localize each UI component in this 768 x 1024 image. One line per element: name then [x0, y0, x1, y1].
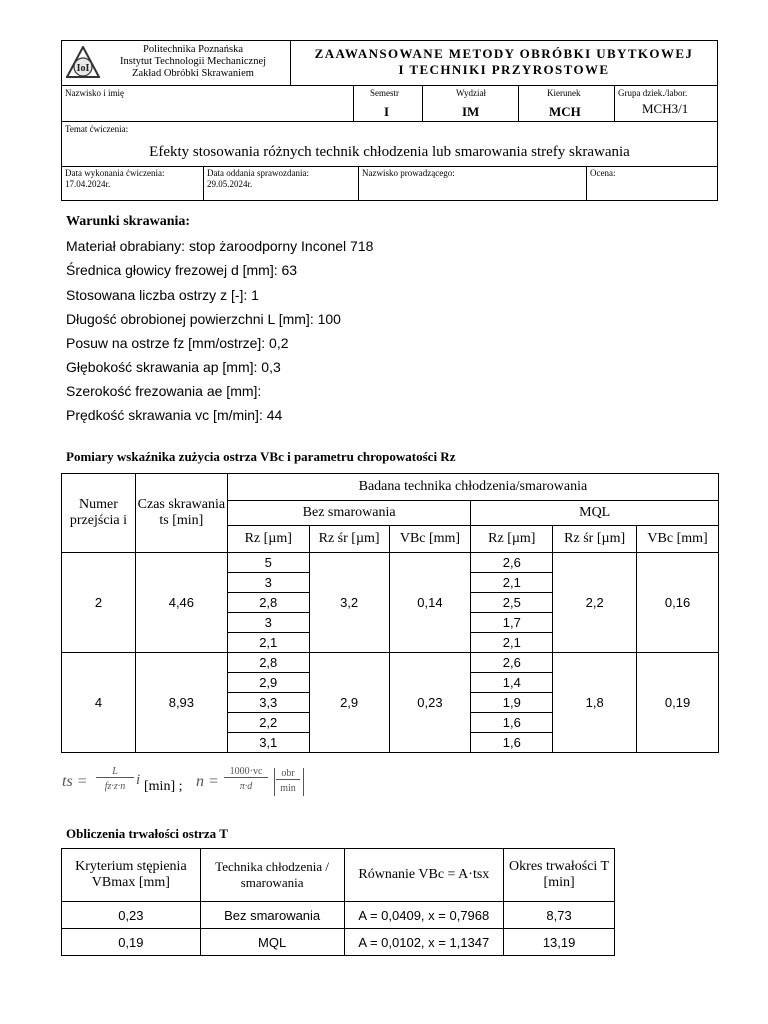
equation-cell: A = 0,0102, x = 1,1347: [344, 929, 504, 956]
rzsr-cell: 1,8: [553, 653, 637, 753]
grade-label: Ocena:: [590, 168, 616, 178]
criterion-cell: 0,19: [62, 929, 201, 956]
rzsr-cell: 2,2: [553, 553, 637, 653]
col-pass-header: Numer przejścia i: [62, 474, 136, 553]
rz-cell: 2,1: [471, 633, 553, 653]
rz-cell: 3: [227, 613, 309, 633]
col-technique-header: Badana technika chłodzenia/smarowania: [227, 474, 718, 501]
rz-cell: 1,9: [471, 693, 553, 713]
institution-line: Instytut Technologii Mechanicznej: [119, 56, 267, 67]
rz-cell: 2,8: [227, 593, 309, 613]
condition-line: Średnica głowicy frezowej d [mm]: 63: [66, 262, 298, 278]
rz-cell: 2,8: [227, 653, 309, 673]
condition-line: Szerokość frezowania ae [mm]:: [66, 383, 262, 399]
rz-cell: 1,6: [471, 733, 553, 753]
sub-rzsr-header: Rz śr [µm]: [553, 526, 637, 553]
pass-cell: 4: [62, 653, 136, 753]
conditions-heading: Warunki skrawania:: [66, 214, 191, 229]
equation-cell: A = 0,0409, x = 0,7968: [344, 902, 504, 929]
col-time-header: Czas skrawania ts [min]: [135, 474, 227, 553]
condition-line: Długość obrobionej powierzchni L [mm]: 100: [66, 311, 341, 327]
rzsr-cell: 3,2: [309, 553, 389, 653]
condition-line: Głębokość skrawania ap [mm]: 0,3: [66, 359, 281, 375]
vb-cell: 0,19: [637, 653, 719, 753]
date-done-label: Data wykonania ćwiczenia:: [65, 168, 165, 178]
rz-cell: 2,2: [227, 713, 309, 733]
institution-name: [100, 44, 286, 80]
faculty-value: IM: [462, 104, 480, 119]
time-cell: 8,93: [135, 653, 227, 753]
name-label: Nazwisko i imię: [65, 88, 124, 98]
instructor-label: Nazwisko prowadzącego:: [362, 168, 455, 178]
rz-cell: 3,3: [227, 693, 309, 713]
rz-cell: 2,1: [471, 573, 553, 593]
group-label: Grupa dziek./labor.: [618, 88, 688, 98]
institution-line: Politechnika Poznańska: [142, 44, 244, 55]
formula-numerator: L: [96, 766, 134, 778]
formula-denominator: π·d: [239, 781, 253, 792]
rz-cell: 3: [227, 573, 309, 593]
major-value: MCH: [549, 104, 581, 119]
condition-line: Prędkość skrawania vc [m/min]: 44: [66, 407, 283, 423]
measurements-title: Pomiary wskaźnika zużycia ostrza VBc i parametru chropowatości Rz: [66, 449, 456, 464]
vb-cell: 0,14: [389, 553, 471, 653]
equation-header: Równanie VBc = A·tsx: [344, 849, 504, 902]
vb-cell: 0,23: [389, 653, 471, 753]
rz-cell: 3,1: [227, 733, 309, 753]
faculty-label: Wydział: [456, 88, 486, 98]
formula-unit: [min] ;: [144, 779, 183, 794]
rzsr-cell: 2,9: [309, 653, 389, 753]
n-formula: [196, 766, 316, 800]
major-label: Kierunek: [547, 88, 581, 98]
durability-table: [61, 848, 615, 956]
semester-value: I: [384, 104, 390, 119]
time-cell: 4,46: [135, 553, 227, 653]
tech-mql-header: MQL: [471, 501, 719, 526]
vb-cell: 0,16: [637, 553, 719, 653]
formula-numerator: 1000·vc: [224, 766, 268, 778]
formula-denominator: fz·z·n: [104, 781, 126, 792]
technique-header: Technika chłodzenia / smarowania: [200, 849, 344, 902]
rz-cell: 2,6: [471, 653, 553, 673]
course-title-line: ZAAWANSOWANE METODY OBRÓBKI UBYTKOWEJ: [314, 46, 694, 61]
university-logo-icon: [66, 46, 100, 80]
pass-cell: 2: [62, 553, 136, 653]
formula-lhs: ts =: [62, 773, 88, 790]
table-row: [62, 553, 719, 573]
tech-dry-header: Bez smarowania: [227, 501, 471, 526]
topic-value: Efekty stosowania różnych technik chłodzenia lub smarowania strefy skrawania: [149, 144, 630, 160]
group-value: MCH3/1: [642, 101, 689, 116]
table-row: [62, 902, 615, 929]
formula-index: i: [136, 772, 141, 788]
rz-cell: 2,6: [471, 553, 553, 573]
criterion-header: Kryterium stępienia VBmax [mm]: [62, 849, 201, 902]
technique-cell: Bez smarowania: [200, 902, 344, 929]
condition-line: Materiał obrabiany: stop żaroodporny Inconel 718: [66, 238, 374, 254]
rz-cell: 1,7: [471, 613, 553, 633]
technique-cell: MQL: [200, 929, 344, 956]
table-row: [62, 929, 615, 956]
course-title-line: I TECHNIKI PRZYROSTOWE: [398, 62, 610, 77]
measurements-table: [61, 473, 719, 753]
lifetime-header: Okres trwałości T [min]: [504, 849, 615, 902]
date-report-label: Data oddania sprawozdania:: [207, 168, 309, 178]
formula-unit-denominator: min: [280, 783, 296, 794]
sub-rz-header: Rz [µm]: [471, 526, 553, 553]
sub-rzsr-header: Rz śr [µm]: [309, 526, 389, 553]
rz-cell: 2,9: [227, 673, 309, 693]
rz-cell: 5: [227, 553, 309, 573]
lifetime-cell: 8,73: [504, 902, 615, 929]
lifetime-cell: 13,19: [504, 929, 615, 956]
course-title: [294, 46, 714, 78]
rz-cell: 2,1: [227, 633, 309, 653]
svg-text:IoI: IoI: [76, 63, 90, 74]
report-header: [61, 40, 718, 201]
sub-vb-header: VBc [mm]: [637, 526, 719, 553]
sub-rz-header: Rz [µm]: [227, 526, 309, 553]
date-done-value: 17.04.2024r.: [65, 179, 111, 189]
date-report-value: 29.05.2024r.: [207, 179, 253, 189]
condition-line: Stosowana liczba ostrzy z [-]: 1: [66, 287, 259, 303]
criterion-cell: 0,23: [62, 902, 201, 929]
semester-label: Semestr: [370, 88, 399, 98]
rz-cell: 1,4: [471, 673, 553, 693]
formula-unit-numerator: obr: [276, 768, 300, 780]
table-row: [62, 653, 719, 673]
condition-line: Posuw na ostrze fz [mm/ostrze]: 0,2: [66, 335, 289, 351]
rz-cell: 2,5: [471, 593, 553, 613]
durability-title: Obliczenia trwałości ostrza T: [66, 826, 228, 841]
formula-lhs: n =: [196, 773, 219, 790]
sub-vb-header: VBc [mm]: [389, 526, 471, 553]
rz-cell: 1,6: [471, 713, 553, 733]
institution-line: Zakład Obróbki Skrawaniem: [132, 68, 254, 79]
topic-label: Temat ćwiczenia:: [65, 124, 129, 134]
